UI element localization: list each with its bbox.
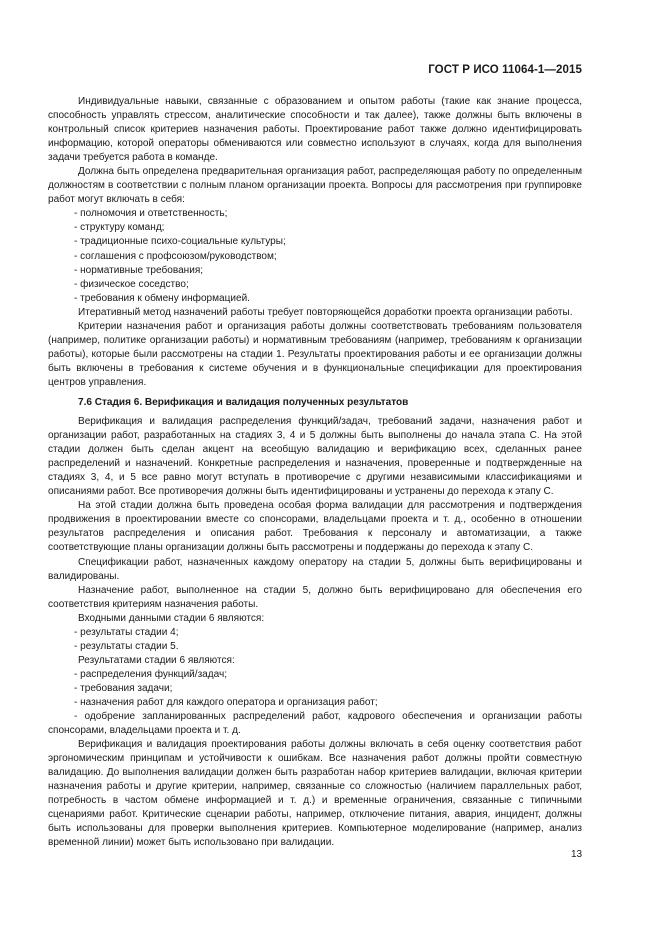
paragraph: Спецификации работ, назначенных каждому оператору на стадии 5, должны быть верифицированы и валидированы. (48, 556, 582, 582)
list-item: - полномочия и ответственность; (74, 208, 228, 220)
list-item: - соглашения с профсоюзом/руководством; (74, 250, 277, 262)
list-item: - результаты стадии 4; (74, 626, 179, 638)
document-header: ГОСТ Р ИСО 11064-1—2015 (428, 64, 582, 76)
list-item: - требования к обмену информацией. (74, 292, 250, 304)
section-heading: 7.6 Стадия 6. Верификация и валидация полученных результатов (78, 396, 409, 408)
list-item: - требования задачи; (74, 682, 173, 694)
list-item: - физическое соседство; (74, 278, 189, 290)
list-item: - одобрение запланированных распределений работ, кадрового обеспечения и организации работы спонсорами, владельцами проекта и т. д. (48, 711, 582, 737)
list-item: - результаты стадии 5. (74, 640, 179, 652)
paragraph: Индивидуальные навыки, связанные с образованием и опытом работы (такие как знание процесса, способность управлять стрессом, аналитические способности и так далее), также должны быть включены в контрольный список критериев назначения работы. Проектирование работ также должно идентифицировать информацию, которой операторы обмениваются или совместно используют в случаях, когда для выполнения задачи требуется работа в команде. (48, 96, 582, 164)
paragraph: Верификация и валидация проектирования работы должны включать в себя оценку соответствия работ эргономическим принципам и устойчивости к ошибкам. Все назначения работ должны пройти совместную валидацию. До выполнения валидации должен быть разработан набор критериев валидации, включая критерии назначения работы и другие критерии, например, связанные со сложностью (наличием параллельных работ, потребность в частом обмене информацией и т. д.) и временные ограничения, связанные с типичными сценариями работ. Критические сценарии работы, например, отключение питания, авария, инцидент, должны быть использованы для проверки выполнения критериев. Компьютерное моделирование (например, анализ временной линии) может быть использовано при валидации. (48, 739, 582, 849)
paragraph: Верификация и валидация распределения функций/задач, требований задачи, назначения работ и организации работ, разработанных на стадиях 3, 4 и 5 должны быть выполнены до начала этапа С. На этой стадии должен быть сделан акцент на всеобщую валидацию и верификацию всех, сделанных ранее распределений и назначений. Конкретные распределения и назначения, проверенные и подтвержденные на стадиях 3, 4, и 5 все равно могут вступать в противоречие с другими независимыми классификациями и описаниями работ. Все противоречия должны быть идентифицированы и устранены до перехода к этапу С. (48, 416, 582, 498)
document-body (48, 95, 582, 850)
page-number: 13 (571, 849, 583, 860)
paragraph: Входными данными стадии 6 являются: (78, 612, 265, 624)
list-item: - традиционные психо-социальные культуры; (74, 236, 286, 248)
list-item: - нормативные требования; (74, 264, 204, 276)
paragraph: Назначение работ, выполненное на стадии 5, должно быть верифицировано для обеспечения его соответствия критериям назначения работы. (48, 584, 582, 610)
paragraph: Итеративный метод назначений работы требует повторяющейся доработки проекта организации работы. (78, 306, 573, 318)
list-item: - распределения функций/задач; (74, 668, 228, 680)
paragraph: На этой стадии должна быть проведена особая форма валидации для рассмотрения и подтверждения продвижения в проектировании вместе со спонсорами, владельцами проекта и т. д., особенно в отношении результатов распределения и описания работ. Требования к персоналу и автоматизации, а также соответствующие планы организации должны быть рассмотрены и поддержаны до перехода к этапу С. (48, 500, 582, 554)
paragraph: Критерии назначения работ и организация работы должны соответствовать требованиям пользователя (например, политике организации работы) и нормативным требованиям (например, требованиям к организации работы), которые были рассмотрены на стадии 1. Результаты проектирования работы и ее организации должны быть включены в требования к системе обучения и в функциональные спецификации для проектирования центров управления. (48, 320, 582, 388)
paragraph: Результатами стадии 6 являются: (78, 654, 235, 666)
list-item: - структуру команд; (74, 222, 165, 234)
paragraph: Должна быть определена предварительная организация работ, распределяющая работу по определенным должностям в соответствии с полным планом организации проекта. Вопросы для рассмотрения при группировке работ могут включать в себя: (48, 166, 582, 206)
list-item: - назначения работ для каждого оператора и организация работ; (74, 696, 378, 708)
